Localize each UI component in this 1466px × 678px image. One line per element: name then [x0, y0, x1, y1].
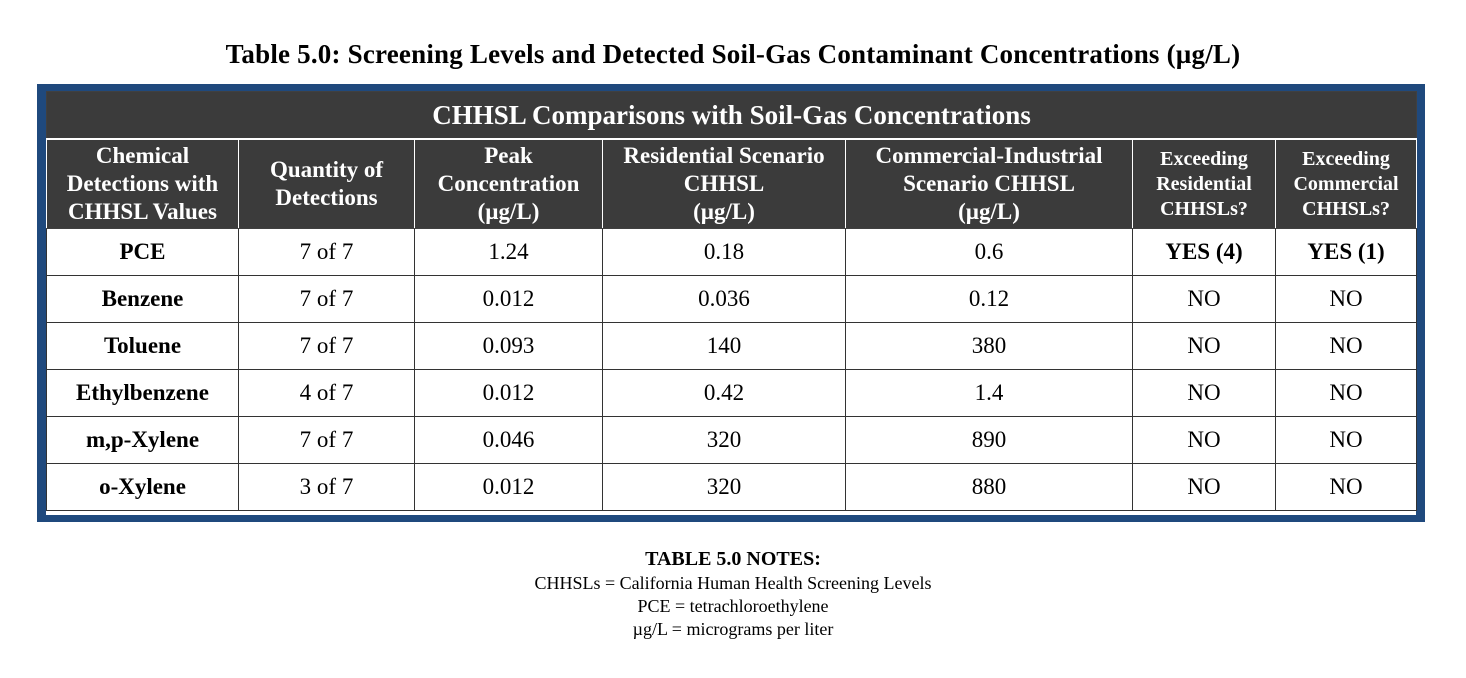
column-header-exceeding-commercial — [1276, 139, 1417, 229]
cell-chemical: Toluene — [47, 323, 239, 370]
notes-title: TABLE 5.0 NOTES: — [645, 548, 821, 570]
header-line: (µg/L) — [958, 199, 1020, 224]
cell-chemical: Ethylbenzene — [47, 370, 239, 417]
header-line: Exceeding — [1160, 147, 1248, 170]
cell-residential-chhsl: 320 — [603, 417, 846, 464]
cell-exceeding-commercial: NO — [1276, 370, 1417, 417]
header-line: Chemical — [95, 143, 190, 168]
cell-exceeding-commercial: NO — [1276, 464, 1417, 511]
cell-commercial-chhsl: 880 — [846, 464, 1133, 511]
header-line: (µg/L) — [477, 199, 540, 224]
cell-peak: 1.24 — [415, 229, 603, 276]
cell-exceeding-residential: YES (4) — [1133, 229, 1276, 276]
cell-residential-chhsl: 0.036 — [603, 276, 846, 323]
header-line: (µg/L) — [693, 199, 755, 224]
cell-quantity: 7 of 7 — [239, 229, 415, 276]
cell-residential-chhsl: 0.42 — [603, 370, 846, 417]
cell-commercial-chhsl: 1.4 — [846, 370, 1133, 417]
cell-quantity: 7 of 7 — [239, 417, 415, 464]
header-line: Residential Scenario — [623, 143, 825, 168]
table-row — [47, 276, 1417, 323]
note-line: CHHSLs = California Human Health Screening Levels — [534, 573, 932, 593]
column-header-row — [47, 139, 1417, 229]
header-line: Commercial — [1293, 172, 1399, 195]
cell-exceeding-residential: NO — [1133, 276, 1276, 323]
header-line: Exceeding — [1302, 147, 1390, 170]
cell-exceeding-residential: NO — [1133, 417, 1276, 464]
cell-chemical: m,p-Xylene — [47, 417, 239, 464]
cell-chemical: PCE — [47, 229, 239, 276]
table-frame — [37, 84, 1425, 522]
cell-commercial-chhsl: 0.12 — [846, 276, 1133, 323]
cell-exceeding-commercial: NO — [1276, 276, 1417, 323]
header-line: Detections with — [66, 171, 219, 196]
cell-commercial-chhsl: 0.6 — [846, 229, 1133, 276]
cell-chemical: Benzene — [47, 276, 239, 323]
column-header-peak — [415, 139, 603, 229]
header-line: CHHSLs? — [1302, 197, 1390, 220]
column-header-exceeding-residential — [1133, 139, 1276, 229]
page-title: Table 5.0: Screening Levels and Detected Soil-Gas Contaminant Concentrations (µg/L) — [225, 39, 1241, 69]
cell-chemical: o-Xylene — [47, 464, 239, 511]
cell-exceeding-residential: NO — [1133, 370, 1276, 417]
header-line: Scenario CHHSL — [903, 171, 1075, 196]
column-header-residential — [603, 139, 846, 229]
table-banner-row — [47, 92, 1417, 140]
table-row — [47, 464, 1417, 511]
header-line: Peak — [484, 143, 533, 168]
cell-peak: 0.093 — [415, 323, 603, 370]
table-row — [47, 323, 1417, 370]
table-container — [46, 91, 1416, 515]
cell-exceeding-residential: NO — [1133, 464, 1276, 511]
cell-residential-chhsl: 0.18 — [603, 229, 846, 276]
column-header-commercial — [846, 139, 1133, 229]
cell-quantity: 7 of 7 — [239, 323, 415, 370]
cell-commercial-chhsl: 890 — [846, 417, 1133, 464]
table-row — [47, 417, 1417, 464]
header-line: Concentration — [437, 171, 580, 196]
cell-residential-chhsl: 140 — [603, 323, 846, 370]
header-line: Detections — [275, 185, 378, 210]
table-row — [47, 229, 1417, 276]
cell-quantity: 7 of 7 — [239, 276, 415, 323]
table-notes — [0, 546, 1466, 641]
cell-exceeding-commercial: YES (1) — [1276, 229, 1417, 276]
header-line: CHHSL Values — [68, 199, 217, 224]
cell-exceeding-commercial: NO — [1276, 323, 1417, 370]
note-line: µg/L = micrograms per liter — [632, 619, 834, 639]
cell-commercial-chhsl: 380 — [846, 323, 1133, 370]
header-line: Quantity of — [269, 157, 384, 182]
comparison-table — [46, 91, 1417, 511]
cell-peak: 0.046 — [415, 417, 603, 464]
cell-exceeding-residential: NO — [1133, 323, 1276, 370]
header-line: CHHSLs? — [1160, 197, 1248, 220]
table-banner: CHHSL Comparisons with Soil-Gas Concentrations — [47, 92, 1417, 140]
cell-peak: 0.012 — [415, 370, 603, 417]
cell-peak: 0.012 — [415, 464, 603, 511]
table-row — [47, 370, 1417, 417]
cell-peak: 0.012 — [415, 276, 603, 323]
column-header-chemical — [47, 139, 239, 229]
note-line: PCE = tetrachloroethylene — [637, 596, 829, 616]
cell-quantity: 4 of 7 — [239, 370, 415, 417]
cell-quantity: 3 of 7 — [239, 464, 415, 511]
cell-exceeding-commercial: NO — [1276, 417, 1417, 464]
header-line: Residential — [1156, 172, 1252, 195]
cell-residential-chhsl: 320 — [603, 464, 846, 511]
header-line: CHHSL — [683, 171, 765, 196]
column-header-quantity — [239, 139, 415, 229]
header-line: Commercial-Industrial — [875, 143, 1103, 168]
